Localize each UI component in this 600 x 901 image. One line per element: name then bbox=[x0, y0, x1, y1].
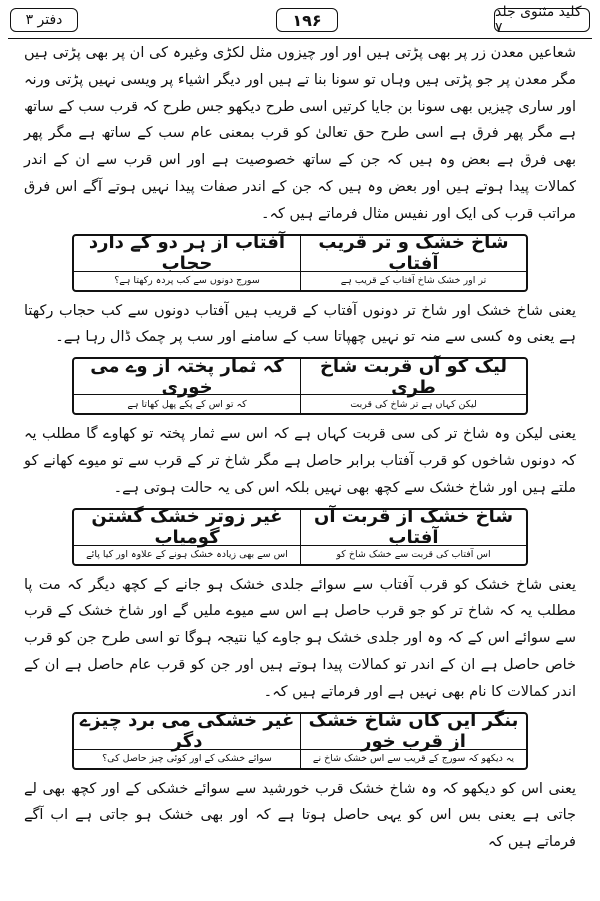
gloss-left: اس سے بھی زیادہ خشک ہونے کے علاوہ اور کیا پائے bbox=[86, 549, 288, 561]
poem-box-3 bbox=[72, 508, 528, 566]
gloss-left: کہ تو اس کے پکے پھل کھاتا ہے bbox=[127, 398, 247, 410]
header-rule bbox=[8, 38, 592, 39]
paragraph-4: یعنی شاخ خشک کو قرب آفتاب سے سوائے جلدی خشک ہو جانے کے کچھ دیگر کہ مت پا مطلب یہ کہ شاخ تر کو جو قرب حاصل ہے اس سے میوے ملیں گے اور شاخ خشک کے قرب سے سوائے اس کے کہ وہ اور جلدی خشک ہو جاوے کیا نتیجہ ہوگا تو اسی طرح جن کو قرب خاص حاصل ہے ان کے اندر تو کمالات پیدا ہوتے ہیں اور جن کو قرب عام حاصل ہے ان کے اندر کمالات کا نام بھی نہیں ہے اور فرماتے ہیں کہ۔ bbox=[24, 576, 576, 700]
gloss-left: سوائے خشکی کے اور کوئی چیز حاصل کی؟ bbox=[102, 753, 272, 765]
gloss-right: یہ دیکھو کہ سورج کے قریب سے اس خشک شاخ نے bbox=[300, 750, 526, 768]
book-title: کلید مثنوی جلد ۷ bbox=[494, 8, 590, 32]
page-header bbox=[8, 4, 592, 36]
verse-right: شاخ خشک و تر قریب آفتاب bbox=[300, 236, 526, 272]
gloss-right: اس آفتاب کی قربت سے خشک شاخ کو bbox=[300, 546, 526, 564]
verse-right: شاخ خشک از قربت آں آفتاب bbox=[300, 510, 526, 546]
paragraph-3: یعنی لیکن وہ شاخ تر کی سی قربت کہاں ہے کہ اس سے ثمار پختہ تو کھاوے گا مطلب یہ کہ دونوں شاخوں کو قرب آفتاب برابر حاصل ہے مگر شاخ تر کے قرب سے تو میوے کھانے کو ملتے ہیں اور شاخ خشک سے کچھ بھی نہیں بلکہ اس کی یہ حالت ہوتی ہے۔ bbox=[24, 426, 576, 496]
gloss-right: تر اور خشک شاخ آفتاب کے قریب ہے bbox=[300, 272, 526, 290]
verse-left: غیر خشکی می برد چیزے دگر bbox=[74, 714, 300, 750]
verse-left: کہ ثمار پختہ از وے می خوری bbox=[74, 359, 300, 395]
verse-right: لیک کو آں قربت شاخ طری bbox=[300, 359, 526, 395]
verse-left: آفتاب از ہر دو کے دارد حجاب bbox=[74, 236, 300, 272]
page-content bbox=[24, 40, 576, 856]
verse-left: غیر زوتر خشک گشتن گومیاب bbox=[74, 510, 300, 546]
poem-box-2 bbox=[72, 357, 528, 415]
paragraph-5: یعنی اس کو دیکھو کہ وہ شاخ خشک قرب خورشید سے سوائے خشکی کے اور کچھ بھی لے جاتی ہے یعنی بس اس کو یہی حاصل ہوتا ہے کہ اور بھی خشک ہو جاتی ہے اب آگے فرماتے ہیں کہ bbox=[24, 780, 576, 851]
paragraph-1: شعاعیں معدن زر پر بھی پڑتی ہیں اور اور چیزوں مثل لکڑی وغیرہ کی ان پر بھی پڑتی ہیں مگر معدن پر جو پڑتی ہیں وہاں تو سونا بنا تے ہیں اور دیگر اشیاء پر ویسی نہیں پڑتی ورنہ اور ساری چیزیں بھی سونا بن جایا کرتیں اسی طرح دیکھو جس طرح کہ قرب سب کے ساتھ ہے مگر پھر فرق ہے اسی طرح حق تعالیٰ کو قرب بمعنی عام سب کے ساتھ ہے مگر پھر بھی فرق ہے بعض وہ ہیں کہ جن کے ساتھ خصوصیت ہے اور اس قرب سے ان کے اندر کمالات پیدا ہوتے ہیں اور بعض وہ ہیں کہ جن کے اندر صفات پیدا نہیں ہوتے آگے اس فرق مراتب قرب کی ایک اور نفیس مثال فرماتے ہیں کہ۔ bbox=[24, 45, 576, 222]
gloss-right: لیکن کہاں ہے تر شاخ کی قربت bbox=[300, 395, 526, 413]
poem-box-4 bbox=[72, 712, 528, 770]
paragraph-2: یعنی شاخ خشک اور شاخ تر دونوں آفتاب کے قریب ہیں آفتاب دونوں سے کب حجاب رکھتا ہے یعنی وہ کسی سے منہ تو نہیں چھپاتا سب کے سامنے اور سب پر چمک ڈال رہا ہے۔ bbox=[24, 302, 576, 346]
verse-right: بنگر ایں کاں شاخ خشک از قرب خور bbox=[300, 714, 526, 750]
volume-label: دفتر ۳ bbox=[10, 8, 78, 32]
page-number: ۱۹۶ bbox=[276, 8, 338, 32]
poem-box-1 bbox=[72, 234, 528, 292]
gloss-left: سورج دونوں سے کب پردہ رکھتا ہے؟ bbox=[114, 275, 260, 287]
